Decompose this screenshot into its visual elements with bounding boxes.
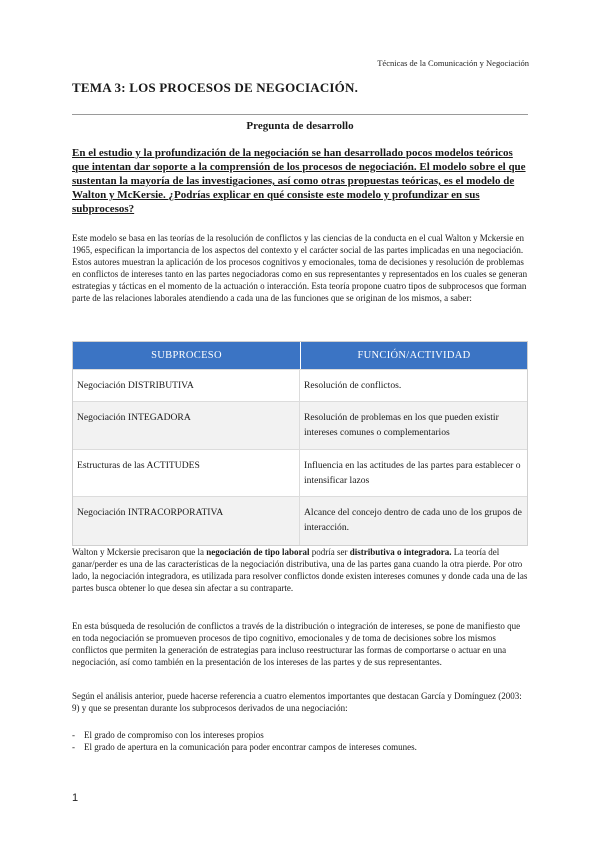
- list-dash: -: [72, 730, 75, 740]
- list-item-text: El grado de apertura en la comunicación para poder encontrar campos de intereses comunes.: [84, 742, 417, 753]
- table-row: [73, 369, 527, 401]
- bold-term: negociación de tipo laboral: [206, 547, 310, 557]
- table-row: [73, 401, 527, 449]
- subprocess-table: [72, 341, 528, 546]
- list-item-text: El grado de compromiso con los intereses propios: [84, 730, 264, 740]
- table-cell: Alcance del concejo dentro de cada uno de los grupos de interacción.: [300, 496, 527, 545]
- table-row: [73, 449, 527, 496]
- list-item: [72, 729, 528, 741]
- table-cell: Resolución de problemas en los que pueden existir intereses comunes o complementarios: [300, 401, 527, 449]
- page-title: TEMA 3: LOS PROCESOS DE NEGOCIACIÓN.: [72, 80, 359, 95]
- analysis-paragraph: Según el análisis anterior, puede hacerse referencia a cuatro elementos importantes que destacan García y Domínguez (2003: 9) y que se presentan durante los subprocesos derivados de una negociación:: [72, 691, 522, 714]
- section-subtitle: Pregunta de desarrollo: [246, 120, 354, 132]
- table-cell: Negociación DISTRIBUTIVA: [73, 369, 300, 401]
- table-cell: Negociación INTRACORPORATIVA: [73, 496, 300, 545]
- table-cell: Negociación INTEGADORA: [73, 401, 300, 449]
- conflict-resolution-paragraph: En esta búsqueda de resolución de conflictos a través de la distribución o integración de intereses, se pone de manifiesto que en toda negociación se promueven procesos de tipo cognitivo, emocionales y de toma de decisiones sobre los mismos conflictos que permiten la generación de estrategias para incluso reestructurar las formas de comportarse o actuar en una negociación, así como también en la presentación de los intereses de las partes y de sus representantes.: [72, 621, 521, 668]
- bold-term: distributiva o integradora.: [349, 547, 452, 557]
- paragraph-text: podría ser: [309, 547, 350, 557]
- intro-paragraph: Este modelo se basa en las teorías de la resolución de conflictos y las ciencias de la conducta en el cual Walton y Mckersie en 1965, especifican la importancia de los aspectos del contexto y el carácter social de las partes implicadas en una negociación. Estos autores muestran la aplicación de los procesos cognitivos y emocionales, toma de decisiones y resolución de problemas en conflictos de intereses tanto en las partes negociadoras como en sus representantes y representados en los cuales se generan estrategias y tácticas en el momento de la actuación o interacción. Esta teoría propone cuatro tipos de subprocesos que forman parte de las relaciones laborales atendiendo a cada una de las funciones que se originan de los mismos, a saber:: [72, 233, 528, 304]
- paragraph-text: Walton y Mckersie precisaron que la: [72, 547, 207, 557]
- table-row: [73, 496, 527, 545]
- question-text: En el estudio y la profundización de la negociación se han desarrollado pocos modelos teóricos que intentan dar soporte a la comprensión de los procesos de negociación. El modelo sobre el que sustentan la mayoría de las investigaciones, así como otras propuestas teóricas, es el modelo de Walton y McKersie. ¿Podrías explicar en qué consiste este modelo y profundizar en sus subprocesos?: [72, 147, 526, 215]
- table-header-row: [73, 342, 527, 369]
- column-header-funcion: FUNCIÓN/ACTIVIDAD: [300, 342, 527, 369]
- column-header-subproceso: SUBPROCESO: [73, 342, 300, 369]
- table-cell: Resolución de conflictos.: [300, 369, 527, 401]
- table-cell: Estructuras de las ACTITUDES: [73, 449, 300, 496]
- page-number: 1: [72, 792, 79, 804]
- elements-list: [72, 729, 528, 753]
- paragraph-text: La teoría del ganar/perder es una de las características de la negociación distributiva, una de las partes gana cuando la otra pierde. Por otro lado, la negociación integradora, es utilizada para resolver conflictos donde existen intereses comunes y donde cada una de las partes busca obtener lo que desea sin afectar a su contraparte.: [72, 547, 528, 594]
- table-cell: Influencia en las actitudes de las partes para establecer o intensificar lazos: [300, 449, 527, 496]
- horizontal-rule: [72, 114, 528, 115]
- list-item: [72, 741, 528, 753]
- list-dash: -: [72, 742, 75, 753]
- running-head: Técnicas de la Comunicación y Negociación: [377, 58, 529, 68]
- walton-mckersie-paragraph: [72, 546, 528, 594]
